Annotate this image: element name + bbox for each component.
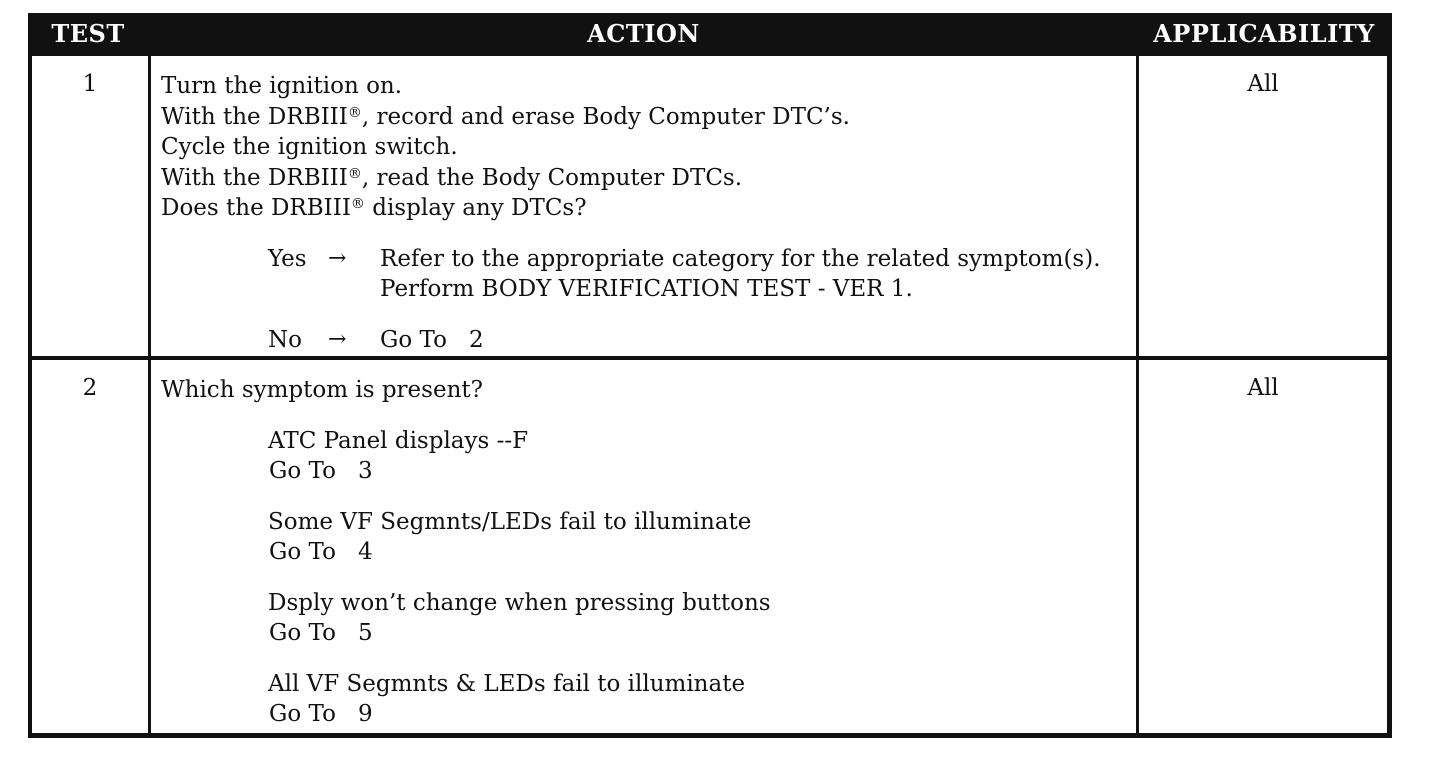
no-label: No [268,326,302,353]
row-2-applicability: All [1139,360,1387,733]
symptom-goto: Go To 5 [269,620,373,646]
header-applicability: APPLICABILITY [1153,19,1375,48]
yes-text-line: Perform BODY VERIFICATION TEST - VER 1. [380,276,913,302]
header-action: ACTION [587,19,700,48]
symptom-option: Dsply won’t change when pressing buttons [268,589,771,616]
row-2-test-number: 2 [32,360,148,733]
no-goto: Go To [380,326,447,353]
yes-text-line: Refer to the appropriate category for the related symptom(s). [380,245,1101,272]
symptom-option: ATC Panel displays --F [268,427,529,454]
symptom-option: All VF Segmnts & LEDs fail to illuminate [268,670,746,697]
yes-label: Yes [268,245,307,272]
action-line: With the DRBIII®, read the Body Computer DTCs. [161,164,743,191]
action-line: Does the DRBIII® display any DTCs? [161,195,587,221]
diagnostic-table [28,13,1392,738]
header-test: TEST [51,19,125,48]
row-1-test-number: 1 [32,56,148,356]
action-line: Turn the ignition on. [161,73,403,99]
row-1-action [151,56,1136,356]
symptom-goto: Go To 4 [269,539,373,565]
symptom-option: Some VF Segmnts/LEDs fail to illuminate [268,508,752,535]
arrow-right-icon: → [328,326,347,352]
action-line: Cycle the ignition switch. [161,134,458,160]
no-branch [268,325,1136,356]
action-line: With the DRBIII®, record and erase Body Computer DTC’s. [161,103,850,130]
yes-branch [268,244,1136,305]
row-2-action [151,360,1136,733]
arrow-right-icon: → [328,245,347,271]
symptom-goto: Go To 3 [269,458,373,484]
row-1-applicability: All [1139,56,1387,356]
no-goto-target: 2 [468,326,484,353]
symptom-goto: Go To 9 [269,701,373,727]
question-text: Which symptom is present? [161,377,483,403]
